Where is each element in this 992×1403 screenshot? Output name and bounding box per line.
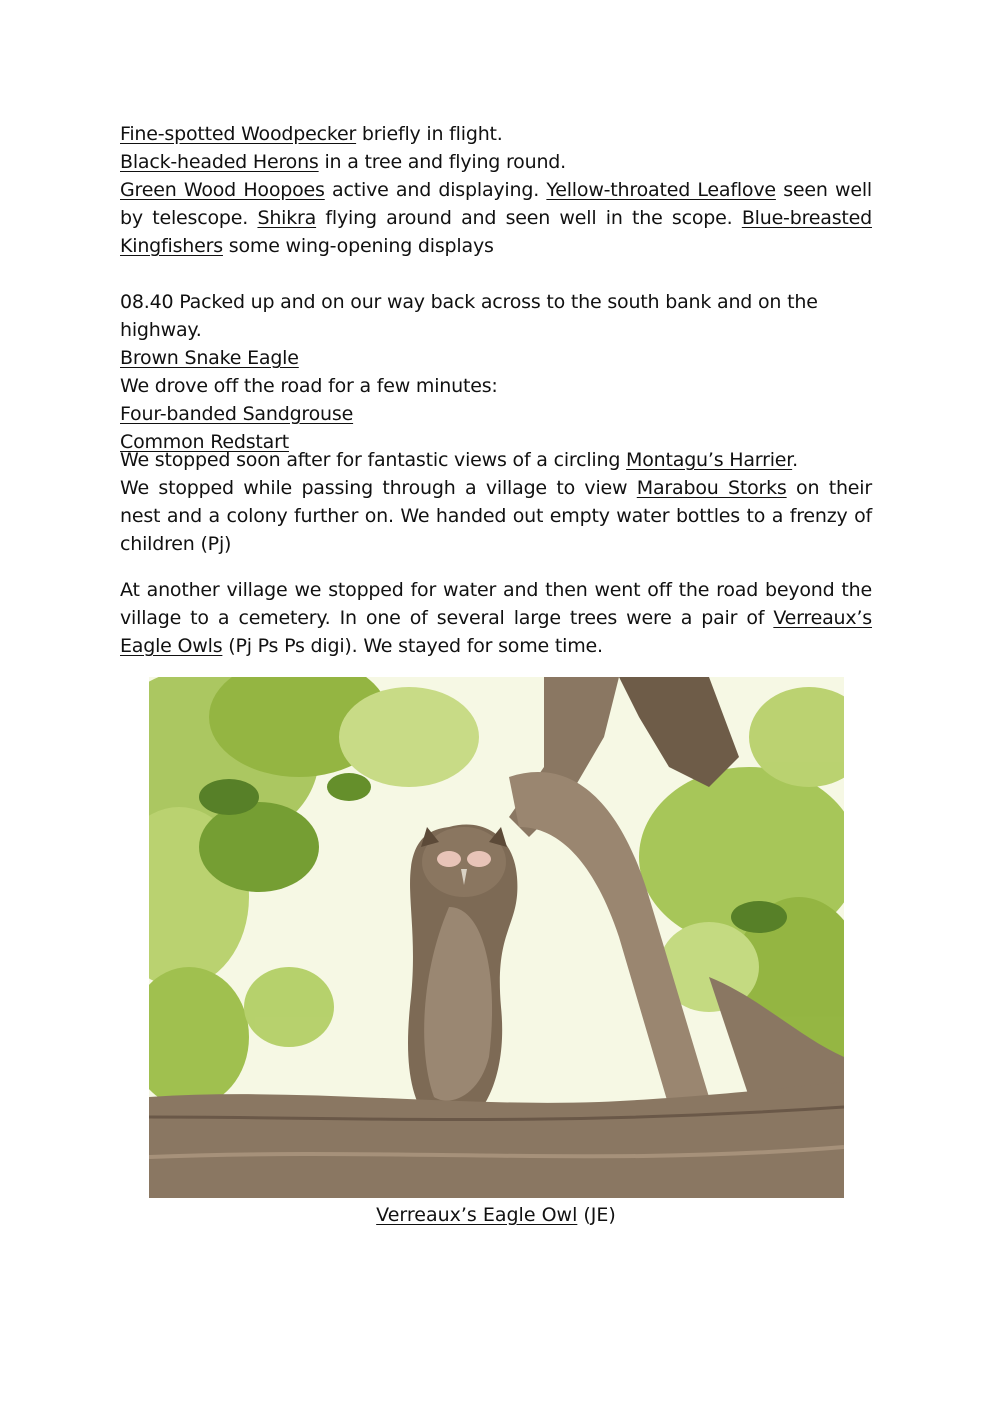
- species-name: Verreaux’s Eagle Owl: [376, 1204, 578, 1226]
- species-name: Common Redstart: [120, 431, 289, 453]
- journal-line: 08.40 Packed up and on our way back across to the south bank and on the highway.: [120, 291, 818, 341]
- sighting-note: some wing-opening displays: [222, 235, 494, 257]
- species-name: Brown Snake Eagle: [120, 347, 299, 369]
- sighting-note: in a tree and flying round.: [318, 151, 566, 173]
- species-name: Marabou Storks: [636, 477, 787, 499]
- species-name: Four-banded Sandgrouse: [120, 403, 354, 425]
- photo-caption: [0, 1201, 992, 1229]
- journal-line: [120, 576, 872, 660]
- species-name: Yellow-throated Leaflove: [546, 179, 776, 201]
- journal-text: on their nest and a colony further on. We handed out empty water bottles to a frenzy of children (Pj): [120, 477, 872, 555]
- species-name: Green Wood Hoopoes: [120, 179, 325, 201]
- sighting-note: flying around and seen well in the scope.: [316, 207, 742, 229]
- owl-photo: [149, 677, 844, 1198]
- species-name: Verreaux’s Eagle Owls: [120, 607, 872, 657]
- sighting-line: [120, 400, 872, 428]
- journal-line: We drove off the road for a few minutes:: [120, 375, 498, 397]
- paragraph-sightings-3: [120, 446, 872, 558]
- sighting-line: [120, 344, 872, 372]
- sighting-note: seen well by telescope.: [120, 179, 873, 229]
- journal-text: (Pj Ps Ps digi). We stayed for some time.: [222, 635, 603, 657]
- sighting-note: active and displaying.: [324, 179, 547, 201]
- journal-line: [120, 446, 872, 474]
- species-name: Blue-breasted Kingfishers: [120, 207, 872, 257]
- photo-credit: (JE): [577, 1204, 616, 1226]
- owl-photo-illustration: [149, 677, 844, 1198]
- sighting-line: [120, 148, 872, 176]
- journal-text: We stopped soon after for fantastic views of a circling: [120, 449, 627, 471]
- paragraph-sightings-4: [120, 576, 872, 660]
- sighting-line: [120, 176, 872, 260]
- journal-line: [120, 474, 872, 558]
- species-name: Montagu’s Harrier: [626, 449, 793, 471]
- journal-text: We stopped while passing through a village to view: [120, 477, 637, 499]
- sighting-note: briefly in flight.: [356, 123, 503, 145]
- paragraph-sightings-2: [120, 288, 872, 456]
- species-name: Fine-spotted Woodpecker: [120, 123, 357, 145]
- journal-text: At another village we stopped for water and then went off the road beyond the village to a cemetery. In one of several large trees were a pair of: [120, 579, 872, 629]
- journal-text: .: [792, 449, 798, 471]
- sighting-line: [120, 120, 872, 148]
- species-name: Black-headed Herons: [120, 151, 319, 173]
- species-name: Shikra: [257, 207, 317, 229]
- paragraph-sightings-1: [120, 120, 872, 260]
